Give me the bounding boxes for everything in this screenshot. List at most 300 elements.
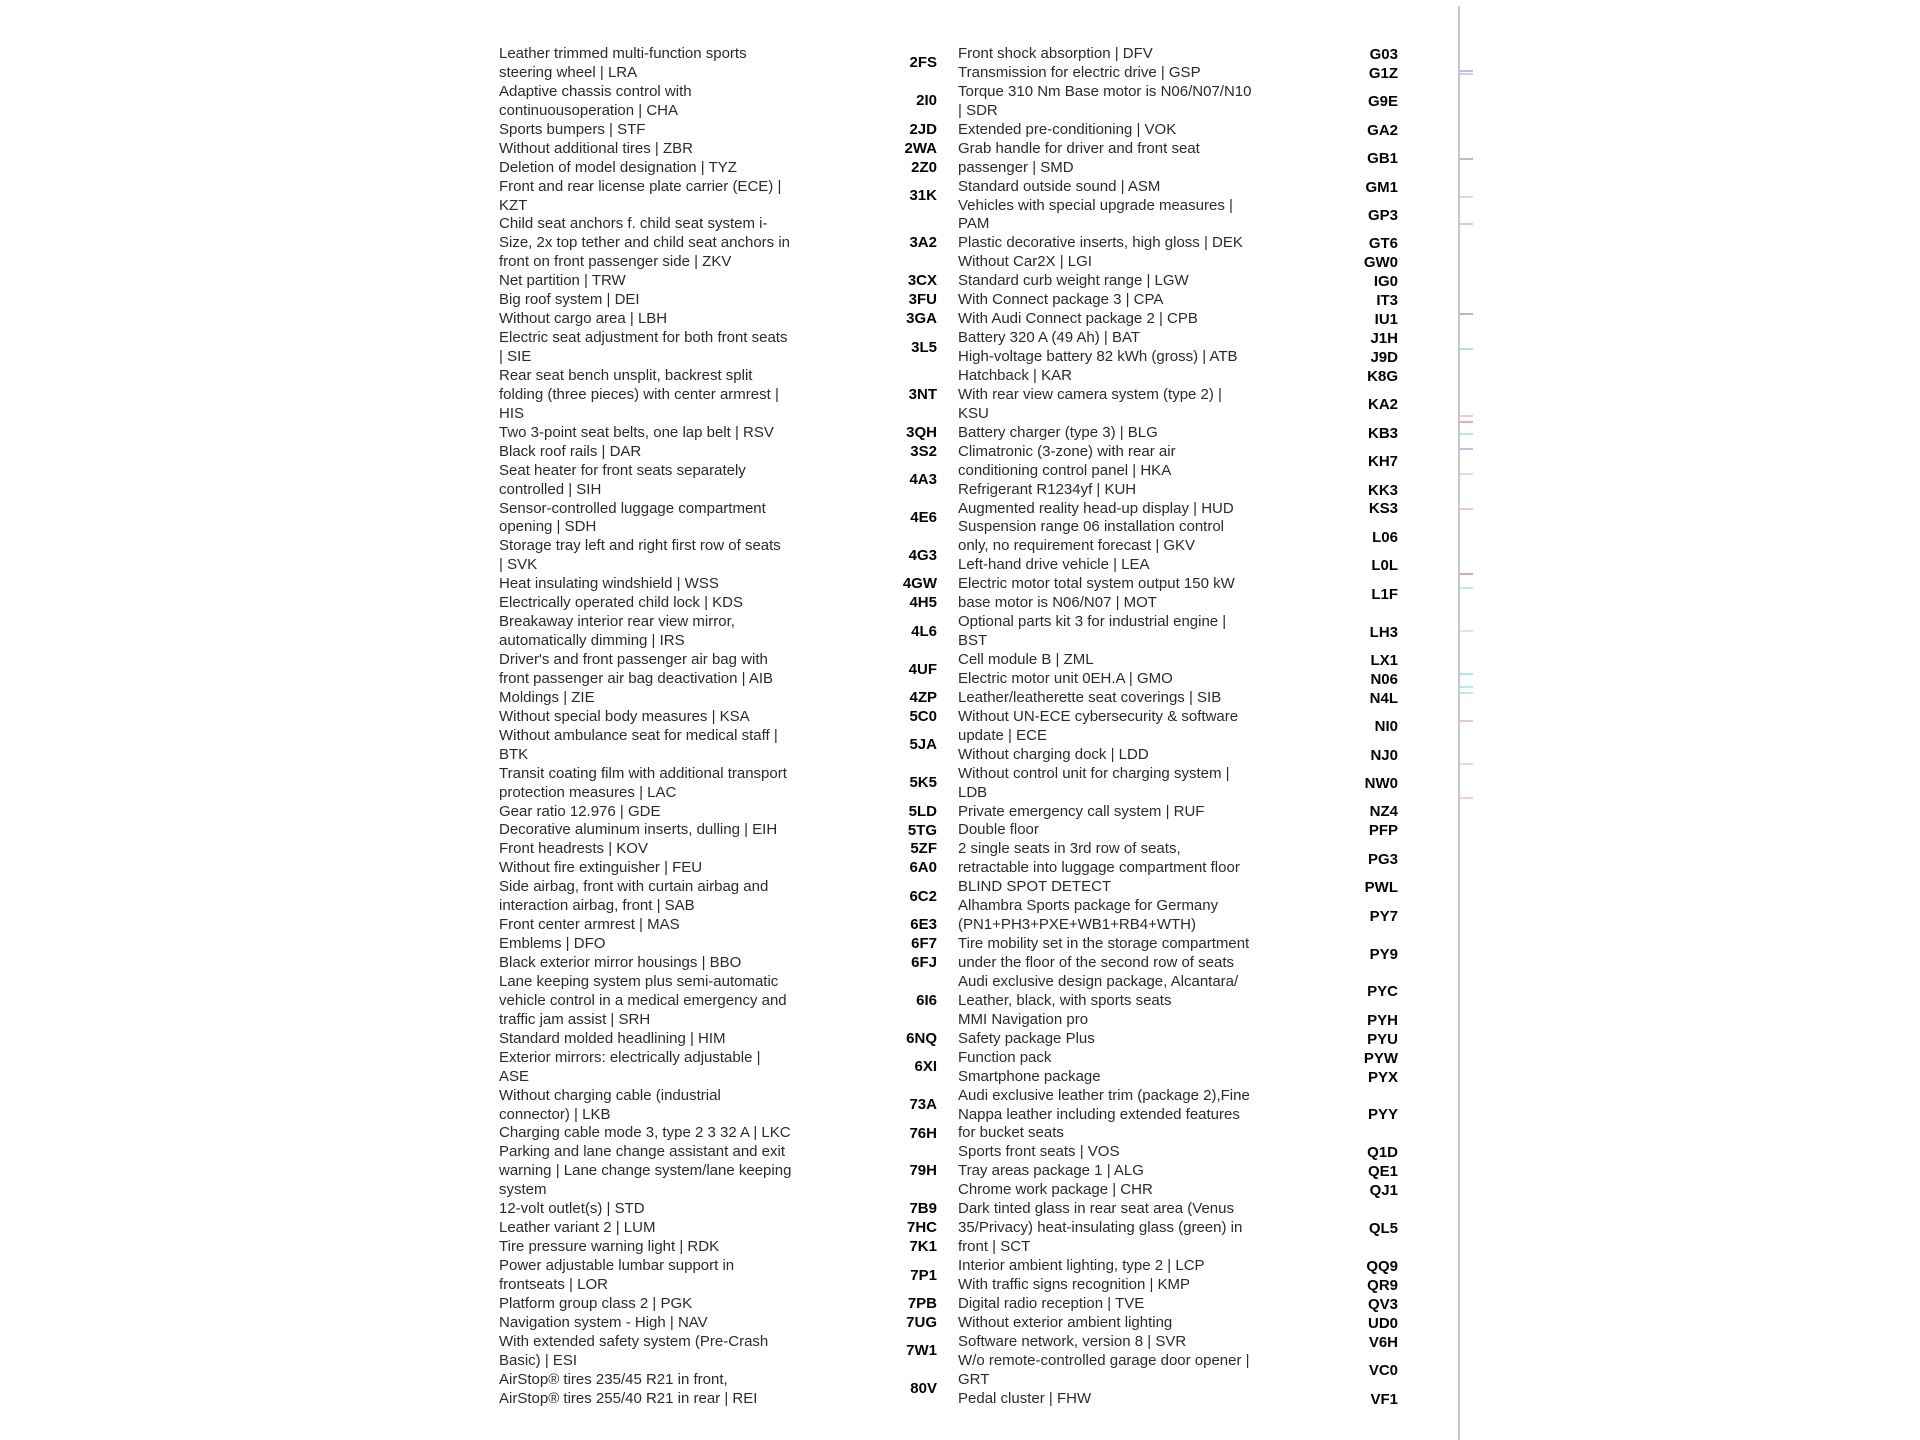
description-line: Audi exclusive leather trim (package 2),Fine — [958, 1086, 1250, 1104]
option-code: 6A0 — [909, 859, 937, 877]
entry-line: Charging cable mode 3, type 2 3 32 A | LKC — [499, 1124, 791, 1142]
description-line: passenger | SMD — [958, 158, 1074, 176]
table-row — [958, 367, 1398, 386]
description-line: With rear view camera system (type 2) | — [958, 385, 1222, 403]
equipment-entry — [499, 1049, 829, 1087]
entry-line: continuousoperation | CHA — [499, 101, 679, 119]
equipment-entry — [499, 1030, 829, 1049]
table-row — [958, 83, 1398, 121]
description-line: Digital radio reception | TVE — [958, 1294, 1145, 1312]
row-description — [958, 253, 1293, 272]
equipment-entry — [499, 1219, 829, 1238]
pr-code: QJ1 — [1369, 1182, 1398, 1200]
entry-line: Gear ratio 12.976 | GDE — [499, 802, 661, 820]
row-description — [958, 386, 1293, 424]
row-description — [958, 670, 1293, 689]
description-line: front | SCT — [958, 1238, 1031, 1256]
description-line: Climatronic (3-zone) with rear air — [958, 442, 1176, 460]
row-description — [958, 291, 1293, 310]
description-line: Without charging dock | LDD — [958, 745, 1149, 763]
option-code: 3L5 — [911, 338, 937, 356]
option-code: 3S2 — [910, 442, 937, 460]
table-row — [958, 1030, 1398, 1049]
entry-line: With extended safety system (Pre-Crash — [499, 1332, 769, 1350]
row-description — [958, 272, 1293, 291]
table-row — [958, 973, 1398, 1011]
pr-code: QL5 — [1368, 1220, 1398, 1238]
entry-line: steering wheel | LRA — [499, 63, 638, 81]
row-description — [958, 1314, 1293, 1333]
pr-code: PWL — [1364, 879, 1398, 897]
description-line: (PN1+PH3+PXE+WB1+RB4+WTH) — [958, 916, 1197, 934]
entry-line: Sensor-controlled luggage compartment — [499, 499, 766, 517]
description-line: LDB — [958, 783, 988, 801]
change-tick — [1460, 763, 1473, 765]
table-row — [958, 424, 1398, 443]
table-row — [958, 234, 1398, 253]
table-row — [958, 1200, 1398, 1257]
table-row — [958, 1276, 1398, 1295]
description-line: Suspension range 06 installation control — [958, 518, 1225, 536]
equipment-entry — [499, 651, 829, 689]
pr-code: QE1 — [1367, 1163, 1398, 1181]
row-description — [958, 1276, 1293, 1295]
change-tick — [1460, 158, 1473, 160]
option-code: 3FU — [908, 291, 937, 309]
table-row — [958, 1314, 1398, 1333]
equipment-entry — [499, 1124, 829, 1143]
row-description — [958, 651, 1293, 670]
row-description — [958, 1257, 1293, 1276]
option-code: 7B9 — [909, 1200, 937, 1218]
pr-code: L1F — [1371, 585, 1398, 603]
table-row — [958, 348, 1398, 367]
table-row — [958, 1181, 1398, 1200]
table-row — [958, 708, 1398, 746]
description-line: Left-hand drive vehicle | LEA — [958, 556, 1150, 574]
equipment-entry — [499, 83, 829, 121]
table-row — [958, 1143, 1398, 1162]
pr-code: VF1 — [1370, 1390, 1398, 1408]
pr-code: GT6 — [1368, 235, 1398, 253]
pr-code: L0L — [1371, 557, 1398, 575]
entry-line: Tire pressure warning light | RDK — [499, 1238, 720, 1256]
table-row — [958, 1390, 1398, 1409]
table-row — [958, 821, 1398, 840]
entry-line: Net partition | TRW — [499, 272, 626, 290]
equipment-entry — [499, 1371, 829, 1409]
option-code: 4ZP — [909, 688, 937, 706]
option-code: 76H — [909, 1124, 937, 1142]
equipment-entry — [499, 575, 829, 594]
pr-code: V6H — [1368, 1333, 1398, 1351]
pr-code: PYY — [1367, 1106, 1398, 1124]
table-row — [958, 575, 1398, 613]
option-code: 7HC — [906, 1219, 937, 1237]
row-description — [958, 1087, 1293, 1144]
entry-line: 12-volt outlet(s) | STD — [499, 1200, 645, 1218]
description-line: Alhambra Sports package for Germany — [958, 897, 1219, 915]
description-line: Vehicles with special upgrade measures | — [958, 196, 1233, 214]
entry-line: automatically dimming | IRS — [499, 632, 685, 650]
pr-code: UD0 — [1367, 1314, 1398, 1332]
entry-line: traffic jam assist | SRH — [499, 1010, 651, 1028]
row-description — [958, 765, 1293, 803]
description-line: update | ECE — [958, 726, 1047, 744]
pr-code: GM1 — [1365, 178, 1398, 196]
option-code: 4G3 — [908, 546, 937, 564]
table-row — [958, 878, 1398, 897]
option-code: 5TG — [907, 821, 937, 839]
option-code: 7P1 — [910, 1266, 937, 1284]
change-tick — [1460, 673, 1473, 675]
description-line: | SDR — [958, 101, 998, 119]
option-code: 6NQ — [906, 1029, 937, 1047]
entry-line: Without ambulance seat for medical staff | — [499, 726, 778, 744]
table-row — [958, 613, 1398, 651]
row-description — [958, 878, 1293, 897]
option-code: 5LD — [908, 802, 937, 820]
equipment-entry — [499, 291, 829, 310]
description-line: Electric motor unit 0EH.A | GMO — [958, 669, 1173, 687]
equipment-entry — [499, 329, 829, 367]
pr-code: N06 — [1370, 670, 1398, 688]
row-description — [958, 140, 1293, 178]
option-code: 5JA — [909, 736, 937, 754]
row-description — [958, 708, 1293, 746]
description-line: Without control unit for charging system | — [958, 764, 1230, 782]
change-tick — [1460, 573, 1473, 575]
row-description — [958, 575, 1293, 613]
row-description — [958, 310, 1293, 329]
description-line: retractable into luggage compartment floor — [958, 859, 1240, 877]
row-description — [958, 64, 1293, 83]
pr-code: IT3 — [1376, 292, 1398, 310]
vertical-rule — [1458, 6, 1460, 1440]
description-line: Plastic decorative inserts, high gloss | DEK — [958, 234, 1243, 252]
table-row — [958, 310, 1398, 329]
description-line: 35/Privacy) heat-insulating glass (green) in — [958, 1219, 1243, 1237]
entry-line: system — [499, 1181, 547, 1199]
entry-line: Navigation system - High | NAV — [499, 1313, 708, 1331]
entry-line: interaction airbag, front | SAB — [499, 897, 695, 915]
entry-line: Storage tray left and right first row of seats — [499, 537, 781, 555]
description-line: Battery charger (type 3) | BLG — [958, 423, 1158, 441]
row-description — [958, 197, 1293, 235]
entry-line: Standard molded headlining | HIM — [499, 1029, 726, 1047]
entry-line: Side airbag, front with curtain airbag and — [499, 878, 769, 896]
row-description — [958, 821, 1293, 840]
row-description — [958, 840, 1293, 878]
pr-code: IU1 — [1374, 311, 1398, 329]
description-line: GRT — [958, 1370, 990, 1388]
entry-line: Driver's and front passenger air bag with — [499, 651, 768, 668]
change-tick — [1460, 223, 1473, 225]
table-row — [958, 443, 1398, 481]
change-tick — [1460, 70, 1473, 72]
entry-line: warning | Lane change system/lane keeping — [499, 1162, 792, 1180]
pr-code: PYW — [1363, 1049, 1398, 1067]
equipment-entry — [499, 1295, 829, 1314]
row-description — [958, 481, 1293, 500]
change-tick — [1460, 348, 1473, 350]
entry-line: front passenger air bag deactivation | AIB — [499, 669, 774, 687]
row-description — [958, 518, 1293, 556]
option-code: 73A — [909, 1096, 937, 1114]
option-code: 4UF — [908, 660, 937, 678]
pr-code: QR9 — [1367, 1276, 1398, 1294]
entry-line: frontseats | LOR — [499, 1275, 608, 1293]
equipment-entry — [499, 1238, 829, 1257]
entry-line: protection measures | LAC — [499, 783, 677, 801]
entry-line: Front and rear license plate carrier (ECE) | — [499, 177, 782, 195]
option-code: 3CX — [907, 272, 937, 290]
option-code: 5C0 — [909, 707, 937, 725]
pr-code: GW0 — [1363, 254, 1398, 272]
pr-code: KK3 — [1367, 481, 1398, 499]
equipment-entry — [499, 1257, 829, 1295]
entry-line: Without additional tires | ZBR — [499, 139, 693, 157]
description-line: Without UN-ECE cybersecurity & software — [958, 707, 1239, 725]
description-line: Chrome work package | CHR — [958, 1181, 1153, 1199]
entry-line: Adaptive chassis control with — [499, 82, 692, 100]
description-line: conditioning control panel | HKA — [958, 461, 1172, 479]
entry-line: BTK — [499, 745, 529, 763]
equipment-entry — [499, 121, 829, 140]
equipment-entry — [499, 954, 829, 973]
row-description — [958, 1295, 1293, 1314]
table-row — [958, 803, 1398, 822]
description-line: only, no requirement forecast | GKV — [958, 537, 1196, 555]
entry-line: connector) | LKB — [499, 1105, 611, 1123]
description-line: Electric motor total system output 150 kW — [958, 575, 1235, 593]
pr-code: GA2 — [1367, 121, 1398, 139]
description-line: Tire mobility set in the storage compartment — [958, 935, 1250, 953]
entry-line: front on front passenger side | ZKV — [499, 253, 732, 271]
pr-code: LH3 — [1369, 623, 1398, 641]
description-line: Interior ambient lighting, type 2 | LCP — [958, 1257, 1205, 1274]
entry-line: Heat insulating windshield | WSS — [499, 575, 719, 593]
option-code: 6F7 — [911, 935, 937, 953]
description-line: Leather/leatherette seat coverings | SIB — [958, 688, 1222, 706]
option-code: 4H5 — [909, 594, 937, 612]
equipment-entry — [499, 935, 829, 954]
entry-line: Parking and lane change assistant and exit — [499, 1143, 786, 1161]
pr-code: PYX — [1367, 1068, 1398, 1086]
entry-line: Platform group class 2 | PGK — [499, 1294, 693, 1312]
pr-code: PFP — [1368, 822, 1398, 840]
change-tick — [1460, 196, 1473, 198]
change-tick — [1460, 421, 1473, 423]
table-row — [958, 556, 1398, 575]
entry-line: Sports bumpers | STF — [499, 120, 646, 138]
equipment-entry — [499, 821, 829, 840]
change-tick — [1460, 797, 1473, 799]
row-description — [958, 1352, 1293, 1390]
entry-line: Without cargo area | LBH — [499, 310, 668, 328]
entry-line: Without fire extinguisher | FEU — [499, 859, 703, 877]
description-line: Sports front seats | VOS — [958, 1143, 1120, 1161]
row-description — [958, 746, 1293, 765]
pr-code: IG0 — [1373, 273, 1398, 291]
pr-code: Q1D — [1367, 1144, 1398, 1162]
entry-line: | SVK — [499, 556, 538, 574]
description-line: Private emergency call system | RUF — [958, 802, 1205, 820]
description-line: Smartphone package — [958, 1067, 1101, 1085]
pr-code: QQ9 — [1366, 1257, 1398, 1275]
equipment-list-left-column — [499, 45, 829, 1409]
pr-code: QV3 — [1367, 1295, 1398, 1313]
pr-code: NI0 — [1374, 718, 1398, 736]
pr-code: GP3 — [1367, 206, 1398, 224]
entry-line: Emblems | DFO — [499, 935, 606, 953]
entry-line: ASE — [499, 1067, 530, 1085]
entry-line: Exterior mirrors: electrically adjustable | — [499, 1048, 761, 1066]
option-code: 3A2 — [909, 234, 937, 252]
equipment-entry — [499, 765, 829, 803]
equipment-entry — [499, 424, 829, 443]
pr-code: KS3 — [1368, 500, 1398, 518]
pr-code: VC0 — [1368, 1362, 1398, 1380]
equipment-entry — [499, 159, 829, 178]
option-code: 2WA — [904, 139, 937, 157]
pr-code: K8G — [1367, 367, 1398, 385]
row-description — [958, 329, 1293, 348]
description-line: Nappa leather including extended features — [958, 1105, 1240, 1123]
equipment-entry — [499, 537, 829, 575]
equipment-entry — [499, 310, 829, 329]
table-row — [958, 197, 1398, 235]
change-tick — [1460, 692, 1473, 694]
table-row — [958, 45, 1398, 64]
row-description — [958, 367, 1293, 386]
entry-line: Child seat anchors f. child seat system i- — [499, 215, 768, 233]
option-code: 80V — [910, 1380, 937, 1398]
description-line: 2 single seats in 3rd row of seats, — [958, 840, 1181, 858]
pr-code: PYC — [1367, 983, 1398, 1001]
table-row — [958, 1352, 1398, 1390]
table-row — [958, 178, 1398, 197]
row-description — [958, 1200, 1293, 1257]
row-description — [958, 935, 1293, 973]
row-description — [958, 1333, 1293, 1352]
description-line: Without exterior ambient lighting — [958, 1313, 1173, 1331]
equipment-entry — [499, 272, 829, 291]
description-line: Software network, version 8 | SVR — [958, 1332, 1187, 1350]
row-description — [958, 1049, 1293, 1068]
equipment-entry — [499, 140, 829, 159]
option-code: 7UG — [906, 1313, 937, 1331]
option-code: 4GW — [902, 575, 937, 593]
row-description — [958, 1390, 1293, 1409]
table-row — [958, 840, 1398, 878]
description-line: PAM — [958, 215, 990, 233]
equipment-entry — [499, 215, 829, 272]
entry-line: AirStop® tires 235/45 R21 in front, — [499, 1370, 728, 1388]
option-code: 4E6 — [910, 509, 937, 527]
table-row — [958, 1011, 1398, 1030]
entry-line: Black roof rails | DAR — [499, 442, 642, 460]
table-row — [958, 1162, 1398, 1181]
equipment-entry — [499, 973, 829, 1030]
table-row — [958, 64, 1398, 83]
table-row — [958, 670, 1398, 689]
table-row — [958, 481, 1398, 500]
entry-line: AirStop® tires 255/40 R21 in rear | REI — [499, 1389, 758, 1407]
table-row — [958, 1049, 1398, 1068]
option-code: 31K — [909, 187, 937, 205]
equipment-entry — [499, 859, 829, 878]
equipment-entry — [499, 178, 829, 216]
equipment-entry — [499, 1333, 829, 1371]
entry-line: | SIE — [499, 348, 532, 365]
equipment-entry — [499, 803, 829, 822]
equipment-entry — [499, 840, 829, 859]
description-line: Pedal cluster | FHW — [958, 1389, 1092, 1407]
equipment-entry — [499, 45, 829, 83]
description-line: Refrigerant R1234yf | KUH — [958, 480, 1137, 498]
entry-line: Deletion of model designation | TYZ — [499, 158, 737, 176]
pr-code: J1H — [1370, 330, 1398, 348]
option-code: 2Z0 — [911, 158, 937, 176]
equipment-entry — [499, 1087, 829, 1125]
option-code: 2I0 — [916, 92, 937, 110]
equipment-entry — [499, 878, 829, 916]
equipment-entry — [499, 462, 829, 500]
description-line: Front shock absorption | DFV — [958, 45, 1153, 62]
change-tick — [1460, 433, 1473, 435]
description-line: Audi exclusive design package, Alcantara/ — [958, 972, 1239, 990]
change-tick — [1460, 473, 1473, 475]
pr-code: J9D — [1370, 348, 1398, 366]
option-code: 7PB — [907, 1295, 937, 1313]
entry-line: HIS — [499, 404, 525, 422]
row-description — [958, 689, 1293, 708]
option-code: 6E3 — [910, 916, 937, 934]
row-description — [958, 443, 1293, 481]
pr-code: NW0 — [1364, 775, 1398, 793]
table-row — [958, 253, 1398, 272]
pr-code: PY9 — [1369, 945, 1398, 963]
option-code: 3GA — [906, 310, 937, 328]
pr-code: PYH — [1367, 1011, 1398, 1029]
entry-line: KZT — [499, 196, 528, 214]
pr-code: G03 — [1369, 45, 1398, 63]
entry-line: folding (three pieces) with center armrest | — [499, 385, 779, 403]
change-tick — [1460, 686, 1473, 688]
description-line: MMI Navigation pro — [958, 1010, 1089, 1028]
description-line: Dark tinted glass in rear seat area (Venus — [958, 1200, 1234, 1218]
entry-line: Lane keeping system plus semi-automatic — [499, 972, 779, 990]
row-description — [958, 803, 1293, 822]
entry-line: Basic) | ESI — [499, 1351, 578, 1369]
pr-code: PG3 — [1367, 850, 1398, 868]
change-tick — [1460, 415, 1473, 417]
equipment-entry — [499, 367, 829, 424]
equipment-entry — [499, 1143, 829, 1200]
equipment-entry — [499, 916, 829, 935]
option-code: 6XI — [914, 1058, 937, 1076]
table-row — [958, 765, 1398, 803]
description-line: Function pack — [958, 1048, 1052, 1066]
pr-code: PY7 — [1369, 907, 1398, 925]
change-tick — [1460, 313, 1473, 315]
row-description — [958, 897, 1293, 935]
option-code: 3NT — [908, 385, 937, 403]
description-line: Extended pre-conditioning | VOK — [958, 120, 1177, 138]
option-code: 4L6 — [911, 622, 937, 640]
option-code: 79H — [909, 1162, 937, 1180]
